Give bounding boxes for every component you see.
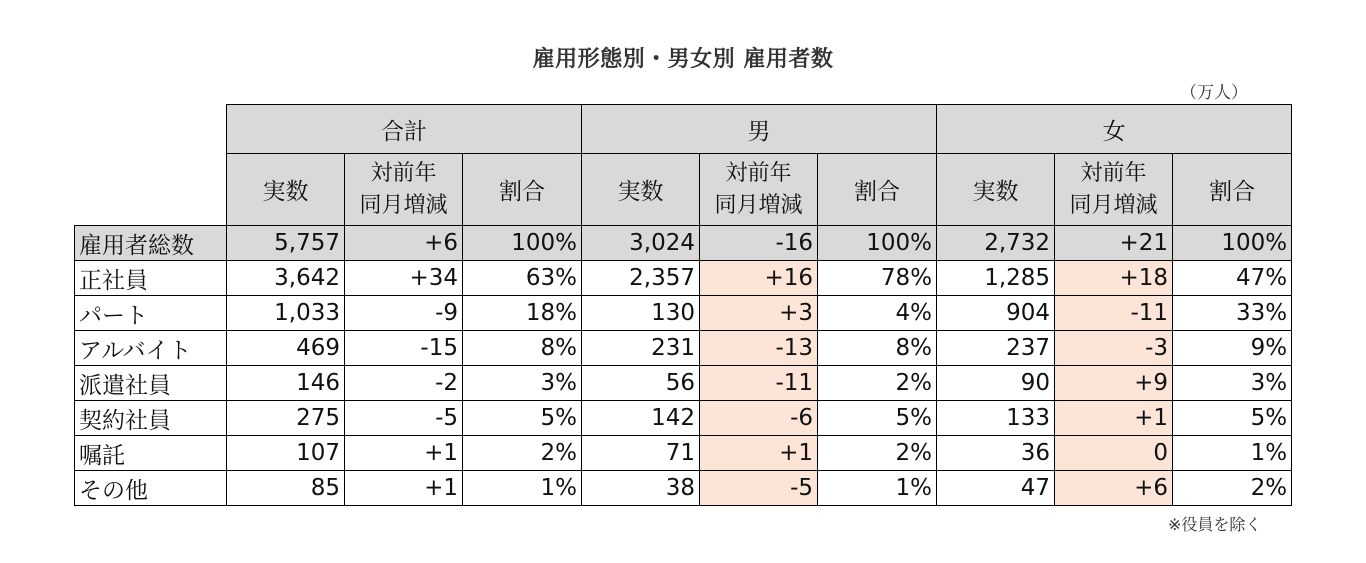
female-yoy: +18 <box>1055 261 1173 296</box>
total-share: 1% <box>463 471 582 506</box>
total-share: 100% <box>463 226 582 261</box>
male-yoy: +1 <box>700 436 818 471</box>
row-label: 正社員 <box>75 261 227 296</box>
table-row <box>75 471 1292 506</box>
male-count: 38 <box>582 471 700 506</box>
male-share: 4% <box>818 296 937 331</box>
corner-blank <box>75 105 227 226</box>
total-count: 107 <box>227 436 345 471</box>
employment-table <box>74 104 1292 506</box>
total-count: 1,033 <box>227 296 345 331</box>
total-yoy: +1 <box>345 471 463 506</box>
female-share: 5% <box>1173 401 1292 436</box>
total-count: 3,642 <box>227 261 345 296</box>
male-yoy: -13 <box>700 331 818 366</box>
female-yoy: -11 <box>1055 296 1173 331</box>
total-share: 18% <box>463 296 582 331</box>
male-count: 71 <box>582 436 700 471</box>
female-count: 237 <box>937 331 1055 366</box>
total-count: 85 <box>227 471 345 506</box>
female-count: 36 <box>937 436 1055 471</box>
female-count: 90 <box>937 366 1055 401</box>
total-count: 275 <box>227 401 345 436</box>
row-label: その他 <box>75 471 227 506</box>
total-count: 5,757 <box>227 226 345 261</box>
table-title: 雇用形態別・男女別 雇用者数 <box>532 47 834 72</box>
male-yoy: -16 <box>700 226 818 261</box>
row-label: 契約社員 <box>75 401 227 436</box>
male-share: 2% <box>818 436 937 471</box>
row-label: 嘱託 <box>75 436 227 471</box>
female-share: 3% <box>1173 366 1292 401</box>
subheader-count: 実数 <box>582 154 700 226</box>
subheader-yoy <box>345 154 463 226</box>
table-row <box>75 331 1292 366</box>
total-share: 3% <box>463 366 582 401</box>
subheader-count: 実数 <box>937 154 1055 226</box>
male-share: 1% <box>818 471 937 506</box>
subheader-yoy-line1: 対前年 <box>1080 160 1147 186</box>
table-row <box>75 296 1292 331</box>
subheader-share: 割合 <box>463 154 582 226</box>
total-share: 63% <box>463 261 582 296</box>
female-yoy: 0 <box>1055 436 1173 471</box>
male-count: 2,357 <box>582 261 700 296</box>
table-row <box>75 436 1292 471</box>
male-count: 3,024 <box>582 226 700 261</box>
subheader-yoy-line2: 同月増減 <box>1069 192 1158 218</box>
row-label: 雇用者総数 <box>75 226 227 261</box>
male-share: 78% <box>818 261 937 296</box>
male-yoy: -5 <box>700 471 818 506</box>
female-yoy: +9 <box>1055 366 1173 401</box>
female-count: 47 <box>937 471 1055 506</box>
male-share: 2% <box>818 366 937 401</box>
male-share: 8% <box>818 331 937 366</box>
subheader-yoy-line2: 同月増減 <box>714 192 803 218</box>
male-yoy: +3 <box>700 296 818 331</box>
subheader-share: 割合 <box>818 154 937 226</box>
female-count: 1,285 <box>937 261 1055 296</box>
female-share: 33% <box>1173 296 1292 331</box>
total-yoy: -5 <box>345 401 463 436</box>
table-row <box>75 366 1292 401</box>
sub-header-row <box>75 154 1292 226</box>
total-yoy: +1 <box>345 436 463 471</box>
female-yoy: -3 <box>1055 331 1173 366</box>
female-share: 9% <box>1173 331 1292 366</box>
male-count: 56 <box>582 366 700 401</box>
footnote: ※役員を除く <box>1168 515 1262 534</box>
subheader-share: 割合 <box>1173 154 1292 226</box>
total-yoy: -15 <box>345 331 463 366</box>
subheader-yoy <box>1055 154 1173 226</box>
subheader-yoy-line1: 対前年 <box>370 160 437 186</box>
male-count: 142 <box>582 401 700 436</box>
female-yoy: +21 <box>1055 226 1173 261</box>
male-share: 100% <box>818 226 937 261</box>
total-count: 146 <box>227 366 345 401</box>
total-yoy: -9 <box>345 296 463 331</box>
subheader-yoy-line1: 対前年 <box>725 160 792 186</box>
total-count: 469 <box>227 331 345 366</box>
row-label: アルバイト <box>75 331 227 366</box>
female-share: 1% <box>1173 436 1292 471</box>
total-share: 5% <box>463 401 582 436</box>
unit-label: （万人） <box>1180 83 1248 103</box>
male-yoy: +16 <box>700 261 818 296</box>
group-header-row <box>75 105 1292 154</box>
male-count: 130 <box>582 296 700 331</box>
female-count: 904 <box>937 296 1055 331</box>
female-count: 2,732 <box>937 226 1055 261</box>
female-share: 100% <box>1173 226 1292 261</box>
total-share: 2% <box>463 436 582 471</box>
subheader-yoy <box>700 154 818 226</box>
female-share: 47% <box>1173 261 1292 296</box>
table-row <box>75 226 1292 261</box>
group-header-male: 男 <box>582 105 937 154</box>
total-share: 8% <box>463 331 582 366</box>
female-share: 2% <box>1173 471 1292 506</box>
total-yoy: +6 <box>345 226 463 261</box>
table-row <box>75 261 1292 296</box>
table-row <box>75 401 1292 436</box>
total-yoy: -2 <box>345 366 463 401</box>
male-yoy: -11 <box>700 366 818 401</box>
female-count: 133 <box>937 401 1055 436</box>
subheader-yoy-line2: 同月増減 <box>359 192 448 218</box>
row-label: パート <box>75 296 227 331</box>
male-yoy: -6 <box>700 401 818 436</box>
total-yoy: +34 <box>345 261 463 296</box>
male-share: 5% <box>818 401 937 436</box>
female-yoy: +1 <box>1055 401 1173 436</box>
subheader-count: 実数 <box>227 154 345 226</box>
male-count: 231 <box>582 331 700 366</box>
female-yoy: +6 <box>1055 471 1173 506</box>
group-header-female: 女 <box>937 105 1292 154</box>
group-header-total: 合計 <box>227 105 582 154</box>
row-label: 派遣社員 <box>75 366 227 401</box>
